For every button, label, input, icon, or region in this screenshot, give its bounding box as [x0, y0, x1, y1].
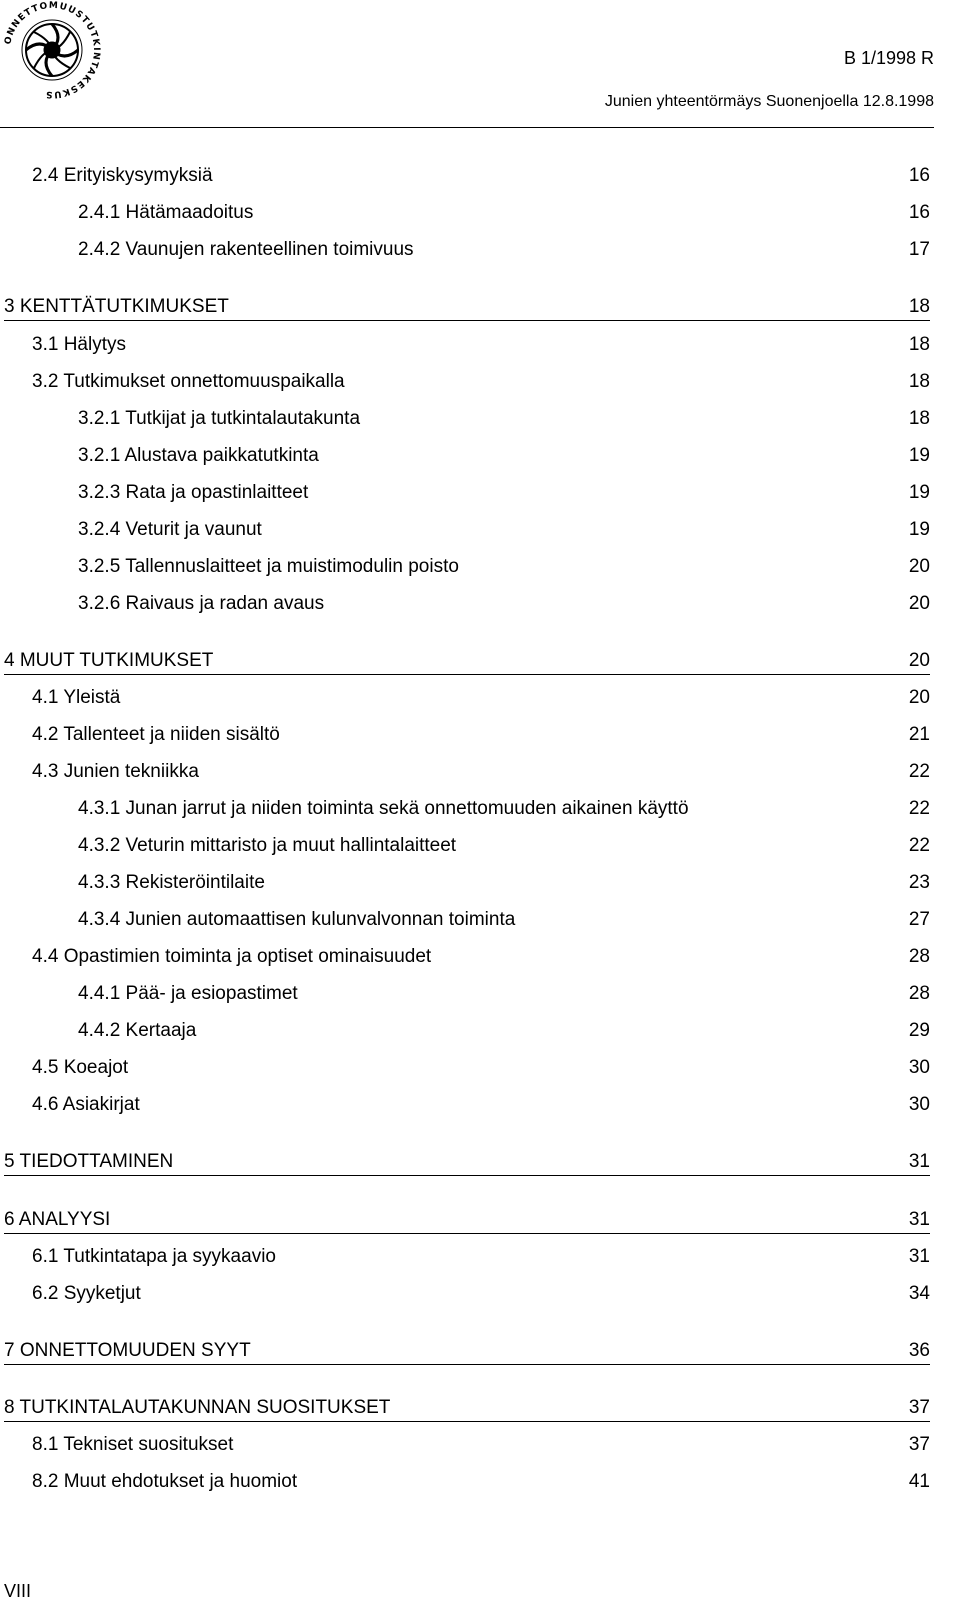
toc-entry-page: 37 — [908, 1434, 930, 1455]
toc-chapter[interactable] — [4, 1148, 930, 1176]
toc-entry-page: 20 — [908, 556, 930, 577]
toc-entry-page: 31 — [908, 1151, 930, 1172]
toc-entry-page: 19 — [908, 482, 930, 503]
toc-entry-title: 6 ANALYYSI — [4, 1209, 111, 1230]
toc-entry[interactable] — [78, 516, 930, 544]
toc-entry-title: 8.1 Tekniset suositukset — [32, 1434, 234, 1455]
toc-entry-title: 3.2.1 Alustava paikkatutkinta — [78, 445, 319, 466]
toc-entry-title: 4.1 Yleistä — [32, 687, 121, 708]
toc-entry-title: 3.2.1 Tutkijat ja tutkintalautakunta — [78, 408, 361, 429]
toc-entry-page: 23 — [908, 872, 930, 893]
toc-entry[interactable] — [32, 758, 930, 786]
toc-entry-page: 22 — [908, 761, 930, 782]
toc-entry-title: 4.2 Tallenteet ja niiden sisältö — [32, 724, 280, 745]
toc-entry-title: 4.3.1 Junan jarrut ja niiden toiminta sekä onnettomuuden aikainen käyttö — [78, 798, 689, 819]
toc-entry-title: 4.4.1 Pää- ja esiopastimet — [78, 983, 298, 1004]
toc-entry-page: 28 — [908, 946, 930, 967]
toc-entry-page: 30 — [908, 1057, 930, 1078]
toc-entry-page: 30 — [908, 1094, 930, 1115]
toc-entry[interactable] — [78, 199, 930, 227]
toc-entry[interactable] — [32, 684, 930, 712]
toc-entry[interactable] — [32, 1243, 930, 1271]
toc-entry-title: 3.2.5 Tallennuslaitteet ja muistimodulin poisto — [78, 556, 459, 577]
toc-entry[interactable] — [78, 795, 930, 823]
toc-entry-page: 18 — [908, 296, 930, 317]
toc-entry-title: 4.4 Opastimien toiminta ja optiset ominaisuudet — [32, 946, 432, 967]
toc-entry[interactable] — [32, 368, 930, 396]
toc-entry-page: 18 — [908, 408, 930, 429]
toc-entry-title: 7 ONNETTOMUUDEN SYYT — [4, 1340, 251, 1361]
toc-entry-title: 4.3 Junien tekniikka — [32, 761, 199, 782]
toc-entry-title: 3.2.3 Rata ja opastinlaitteet — [78, 482, 309, 503]
toc-entry[interactable] — [78, 479, 930, 507]
toc-entry-title: 6.2 Syyketjut — [32, 1283, 141, 1304]
toc-entry-page: 31 — [908, 1209, 930, 1230]
toc-entry-page: 20 — [908, 687, 930, 708]
toc-entry[interactable] — [32, 162, 930, 190]
toc-entry-title: 4.3.3 Rekisteröintilaite — [78, 872, 265, 893]
report-code: B 1/1998 R — [843, 48, 934, 68]
toc-entry-title: 5 TIEDOTTAMINEN — [4, 1151, 174, 1172]
toc-entry[interactable] — [78, 906, 930, 934]
toc-entry[interactable] — [78, 590, 930, 618]
toc-entry-title: 6.1 Tutkintatapa ja syykaavio — [32, 1246, 276, 1267]
toc-entry-page: 37 — [908, 1397, 930, 1418]
logo-ring-text: ONNETTOMUUSTUTKINTAKESKUS — [3, 0, 102, 100]
toc-entry[interactable] — [32, 943, 930, 971]
toc-chapter[interactable] — [4, 293, 930, 321]
toc-entry-title: 4.6 Asiakirjat — [32, 1094, 140, 1115]
toc-entry[interactable] — [78, 832, 930, 860]
toc-entry-title: 4.4.2 Kertaaja — [78, 1020, 197, 1041]
toc-entry[interactable] — [32, 1468, 930, 1496]
toc-chapter[interactable] — [4, 647, 930, 675]
toc-entry-page: 27 — [908, 909, 930, 930]
toc-entry[interactable] — [78, 405, 930, 433]
toc-entry-title: 4.3.2 Veturin mittaristo ja muut hallintalaitteet — [78, 835, 457, 856]
toc-entry-page: 20 — [908, 593, 930, 614]
toc-entry[interactable] — [32, 1091, 930, 1119]
toc-entry-title: 8 TUTKINTALAUTAKUNNAN SUOSITUKSET — [4, 1397, 391, 1418]
toc-entry-page: 22 — [908, 835, 930, 856]
toc-entry[interactable] — [32, 1280, 930, 1308]
toc-entry-title: 2.4.2 Vaunujen rakenteellinen toimivuus — [78, 239, 414, 260]
toc-entry-title: 4.5 Koeajot — [32, 1057, 129, 1078]
toc-entry[interactable] — [78, 1017, 930, 1045]
toc-entry-page: 18 — [908, 371, 930, 392]
toc-entry-title: 3.2 Tutkimukset onnettomuuspaikalla — [32, 371, 345, 392]
toc-entry-page: 29 — [908, 1020, 930, 1041]
toc-entry-page: 22 — [908, 798, 930, 819]
toc-entry-title: 3.1 Hälytys — [32, 334, 126, 355]
toc-entry[interactable] — [32, 1054, 930, 1082]
toc-chapter[interactable] — [4, 1394, 930, 1422]
toc-entry-page: 31 — [908, 1246, 930, 1267]
toc-entry[interactable] — [78, 869, 930, 897]
toc-chapter[interactable] — [4, 1206, 930, 1234]
toc-entry-page: 17 — [908, 239, 930, 260]
toc-entry-page: 19 — [908, 519, 930, 540]
toc-entry-title: 3.2.6 Raivaus ja radan avaus — [78, 593, 325, 614]
report-title: Junien yhteentörmäys Suonenjoella 12.8.1998 — [604, 93, 934, 110]
toc-entry-title: 4.3.4 Junien automaattisen kulunvalvonnan toiminta — [78, 909, 516, 930]
toc-entry-title: 8.2 Muut ehdotukset ja huomiot — [32, 1471, 298, 1492]
toc-entry-page: 21 — [908, 724, 930, 745]
toc-entry-title: 2.4.1 Hätämaadoitus — [78, 202, 254, 223]
toc-entry-page: 34 — [908, 1283, 930, 1304]
toc-entry-title: 4 MUUT TUTKIMUKSET — [4, 650, 214, 671]
toc-chapter[interactable] — [4, 1337, 930, 1365]
toc-entry-page: 36 — [908, 1340, 930, 1361]
toc-entry-page: 28 — [908, 983, 930, 1004]
toc-entry[interactable] — [32, 1431, 930, 1459]
toc-entry[interactable] — [78, 980, 930, 1008]
toc-entry-title: 2.4 Erityiskysymyksiä — [32, 165, 213, 186]
toc-entry[interactable] — [32, 331, 930, 359]
toc-entry[interactable] — [32, 721, 930, 749]
toc-entry-page: 41 — [908, 1471, 930, 1492]
toc-entry-page: 19 — [908, 445, 930, 466]
toc-entry[interactable] — [78, 236, 930, 264]
toc-entry[interactable] — [78, 442, 930, 470]
toc-entry-page: 20 — [908, 650, 930, 671]
toc-entry-title: 3 KENTTÄTUTKIMUKSET — [4, 296, 229, 317]
toc-entry-page: 16 — [908, 165, 930, 186]
page-number: VIII — [4, 1581, 32, 1601]
toc-entry-page: 18 — [908, 334, 930, 355]
toc-entry-page: 16 — [908, 202, 930, 223]
toc-entry[interactable] — [78, 553, 930, 581]
toc-entry-title: 3.2.4 Veturit ja vaunut — [78, 519, 262, 540]
